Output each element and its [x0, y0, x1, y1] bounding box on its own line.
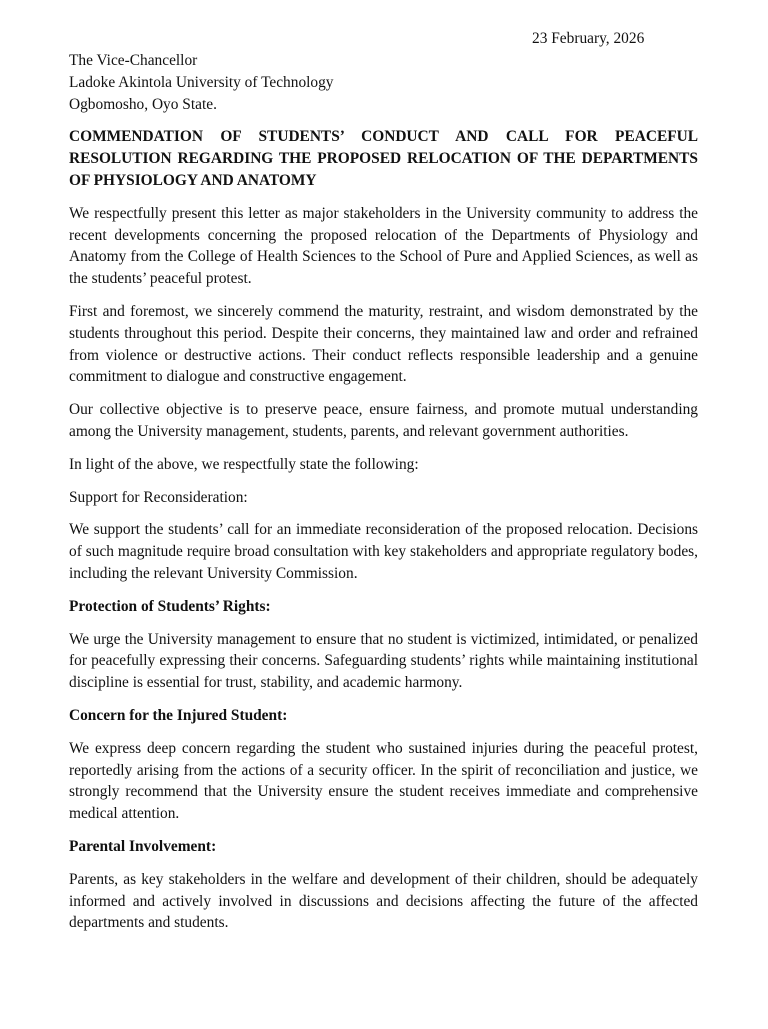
letter-date: 23 February, 2026 [532, 30, 645, 47]
rights-paragraph: We urge the University management to ensure that no student is victimized, intimidated, or penalized for peacefully expressing their concerns. Safeguarding students’ rights while maintaining institutional discipline is essential for trust, stability, and academic harmony. [69, 630, 698, 692]
letter-subject: COMMENDATION OF STUDENTS’ CONDUCT AND CALL FOR PEACEFUL RESOLUTION REGARDING THE PROPOSED RELOCATION OF THE DEPARTMENTS OF PHYSIOLOGY AND ANATOMY [69, 128, 698, 189]
recipient-institution: Ladoke Akintola University of Technology [69, 73, 334, 91]
intro-paragraph: We respectfully present this letter as major stakeholders in the University community to address the recent developments concerning the proposed relocation of the Departments of Physiology and Anatomy from the College of Health Sciences to the School of Pure and Applied Sciences, as well as the students’ peaceful protest. [69, 204, 698, 288]
injured-student-heading: Concern for the Injured Student: [69, 706, 288, 724]
letter-body [69, 50, 698, 934]
recipient-address [69, 50, 698, 115]
support-heading: Support for Reconsideration: [69, 488, 248, 506]
parental-paragraph: Parents, as key stakeholders in the welfare and development of their children, should be adequately informed and actively involved in discussions and decisions affecting the future of the affected departments and students. [69, 870, 698, 932]
recipient-title: The Vice-Chancellor [69, 52, 198, 69]
parental-heading: Parental Involvement: [69, 837, 217, 855]
support-paragraph: We support the students’ call for an immediate reconsideration of the proposed relocation. Decisions of such magnitude require broad consultation with key stakeholders and appropriate regulatory bodes, including the relevant University Commission. [69, 521, 698, 582]
rights-heading: Protection of Students’ Rights: [69, 597, 271, 615]
objective-paragraph: Our collective objective is to preserve peace, ensure fairness, and promote mutual understanding among the University management, students, parents, and relevant government authorities. [69, 401, 698, 440]
recipient-location: Ogbomosho, Oyo State. [69, 95, 217, 113]
transition-line: In light of the above, we respectfully state the following: [69, 455, 419, 473]
commendation-paragraph: First and foremost, we sincerely commend the maturity, restraint, and wisdom demonstrated by the students throughout this period. Despite their concerns, they maintained law and order and refrained from violence or destructive actions. Their conduct reflects responsible leadership and a genuine commitment to dialogue and constructive engagement. [69, 302, 698, 386]
injured-student-paragraph: We express deep concern regarding the student who sustained injuries during the peaceful protest, reportedly arising from the actions of a security officer. In the spirit of reconciliation and justice, we strongly recommend that the University ensure the student receives immediate and comprehensive medical attention. [69, 739, 698, 823]
